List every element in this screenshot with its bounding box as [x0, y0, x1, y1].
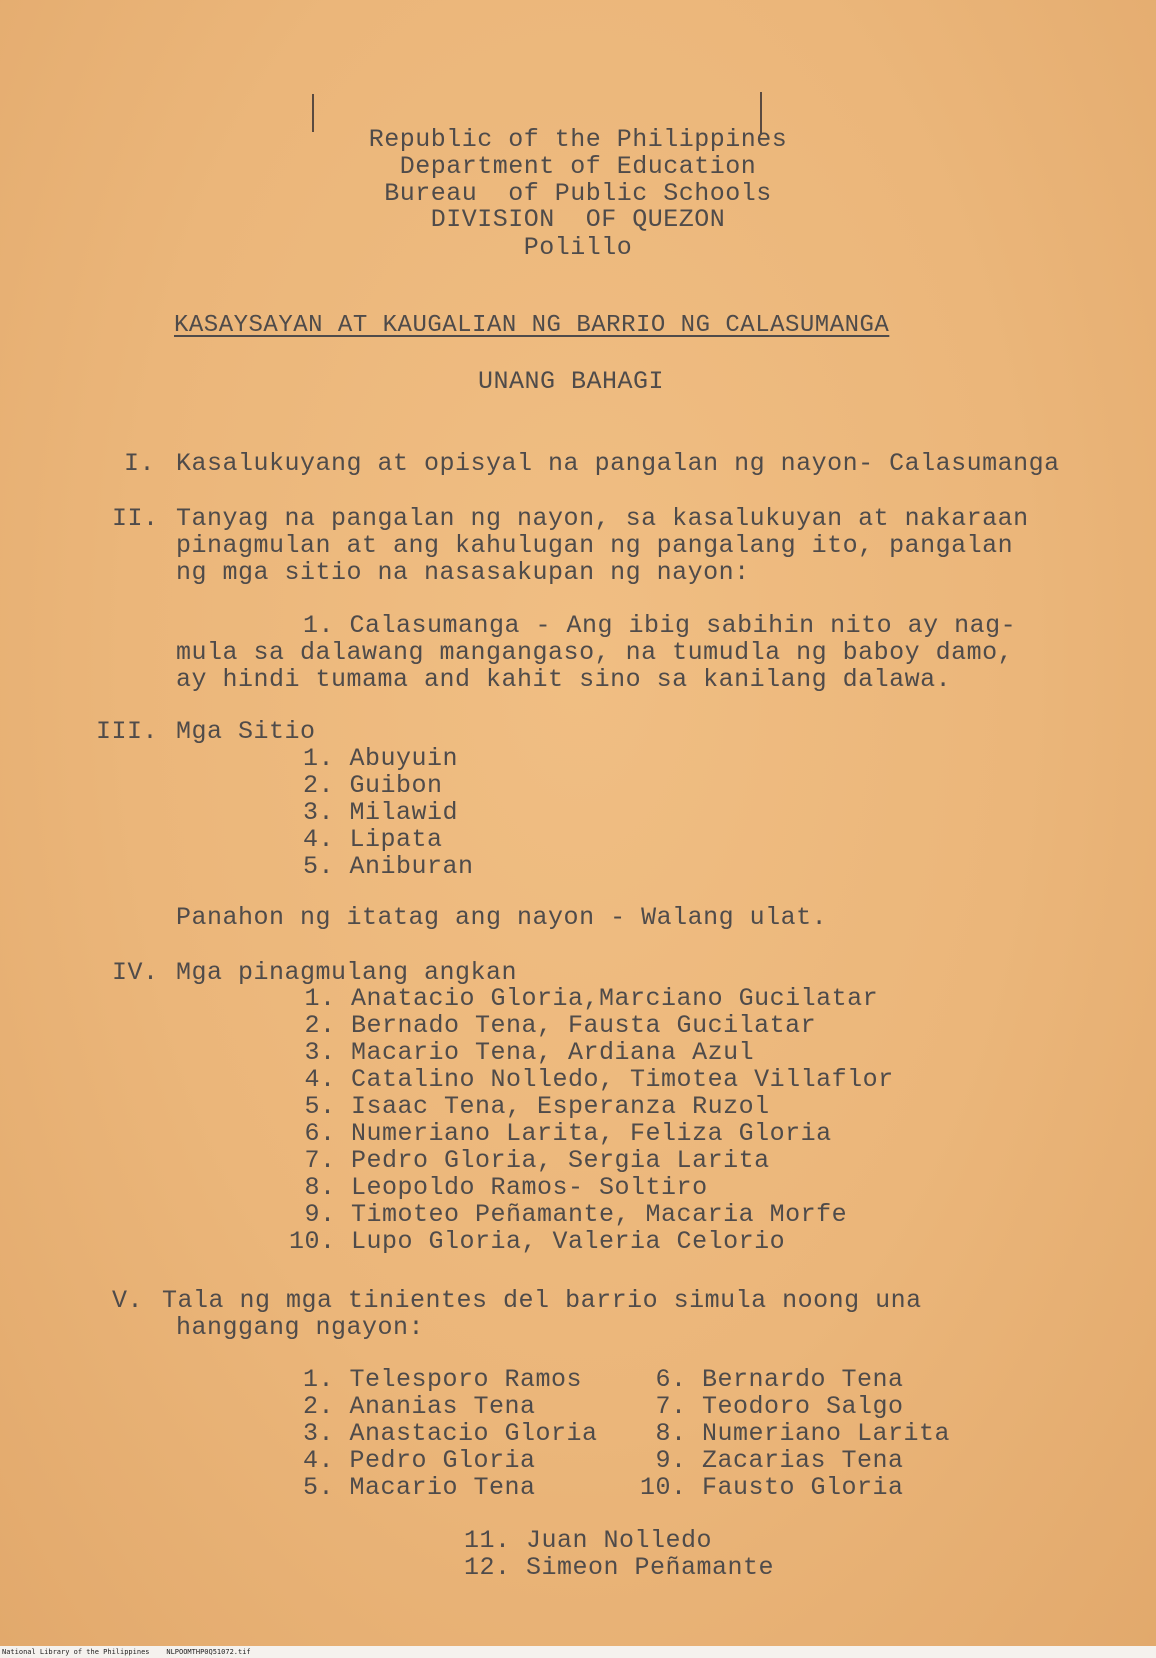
header-republic: Republic of the Philippines	[368, 125, 788, 154]
lineage-item: 5. Isaac Tena, Esperanza Ruzol	[289, 1092, 770, 1121]
tiniente-item: 11. Juan Nolledo	[464, 1526, 713, 1555]
tiniente-item: 5. Macario Tena	[303, 1473, 536, 1502]
section-1-text: Kasalukuyang at opisyal na pangalan ng nayon- Calasumanga	[176, 449, 1060, 478]
lineage-item: 8. Leopoldo Ramos- Soltiro	[289, 1173, 708, 1202]
tiniente-item: 6. Bernardo Tena	[640, 1365, 904, 1394]
tiniente-item: 8. Numeriano Larita	[640, 1419, 951, 1448]
tiniente-item: 9. Zacarias Tena	[640, 1446, 904, 1475]
header-department: Department of Education	[399, 152, 757, 181]
section-2-paragraph-2: mula sa dalawang mangangaso, na tumudla ng baboy damo,	[176, 638, 1014, 667]
lineage-item: 6. Numeriano Larita, Feliza Gloria	[289, 1119, 832, 1148]
sitio-item: 1. Abuyuin	[303, 744, 459, 773]
lineage-item: 3. Macario Tena, Ardiana Azul	[289, 1038, 755, 1067]
section-5-number: V.	[112, 1286, 144, 1315]
tiniente-item: 7. Teodoro Salgo	[640, 1392, 904, 1421]
section-2-paragraph-1: 1. Calasumanga - Ang ibig sabihin nito ay nag-	[303, 611, 1017, 640]
section-2-paragraph-3: ay hindi tumama and kahit sino sa kanilang dalawa.	[176, 665, 952, 694]
tiniente-item: 1. Telesporo Ramos	[303, 1365, 583, 1394]
section-3-number: III.	[96, 717, 159, 746]
sitio-item: 2. Guibon	[303, 771, 443, 800]
lineage-item: 1. Anatacio Gloria,Marciano Gucilatar	[289, 984, 879, 1013]
section-4-number: IV.	[112, 958, 159, 987]
section-1-number: I.	[124, 449, 156, 478]
tiniente-item: 12. Simeon Peñamante	[464, 1553, 775, 1582]
header-town: Polillo	[523, 233, 633, 262]
founding-line: Panahon ng itatag ang nayon - Walang ulat.	[176, 903, 828, 932]
header-division: DIVISION OF QUEZON	[430, 205, 726, 234]
scan-footer: National Library of the Philippines NLPOOMTHP0Q51072.tif	[0, 1646, 1156, 1658]
section-2-line3: ng mga sitio na nasasakupan ng nayon:	[176, 558, 750, 587]
document-title: KASAYSAYAN AT KAUGALIAN NG BARRIO NG CALASUMANGA	[174, 312, 890, 339]
lineage-item: 2. Bernado Tena, Fausta Gucilatar	[289, 1011, 817, 1040]
tiniente-item: 4. Pedro Gloria	[303, 1446, 536, 1475]
document-subtitle: UNANG BAHAGI	[478, 367, 665, 396]
section-4-heading: Mga pinagmulang angkan	[176, 958, 518, 987]
section-2-number: II.	[112, 504, 159, 533]
sitio-item: 5. Aniburan	[303, 852, 474, 881]
lineage-item: 7. Pedro Gloria, Sergia Larita	[289, 1146, 770, 1175]
section-2-line2: pinagmulan at ang kahulugan ng pangalang ito, pangalan	[176, 531, 1014, 560]
tiniente-item: 10. Fausto Gloria	[640, 1473, 904, 1502]
section-2-line1: Tanyag na pangalan ng nayon, sa kasalukuyan at nakaraan	[176, 504, 1029, 533]
section-3-heading: Mga Sitio	[176, 717, 316, 746]
lineage-item: 4. Catalino Nolledo, Timotea Villaflor	[289, 1065, 894, 1094]
tiniente-item: 3. Anastacio Gloria	[303, 1419, 598, 1448]
sitio-item: 3. Milawid	[303, 798, 459, 827]
section-5-line2: hanggang ngayon:	[176, 1313, 425, 1342]
lineage-item: 9. Timoteo Peñamante, Macaria Morfe	[289, 1200, 848, 1229]
section-5-line1: Tala ng mga tinientes del barrio simula noong una	[162, 1286, 922, 1315]
lineage-item: 10. Lupo Gloria, Valeria Celorio	[289, 1227, 786, 1256]
sitio-item: 4. Lipata	[303, 825, 443, 854]
tiniente-item: 2. Ananias Tena	[303, 1392, 536, 1421]
header-bureau: Bureau of Public Schools	[384, 179, 772, 208]
